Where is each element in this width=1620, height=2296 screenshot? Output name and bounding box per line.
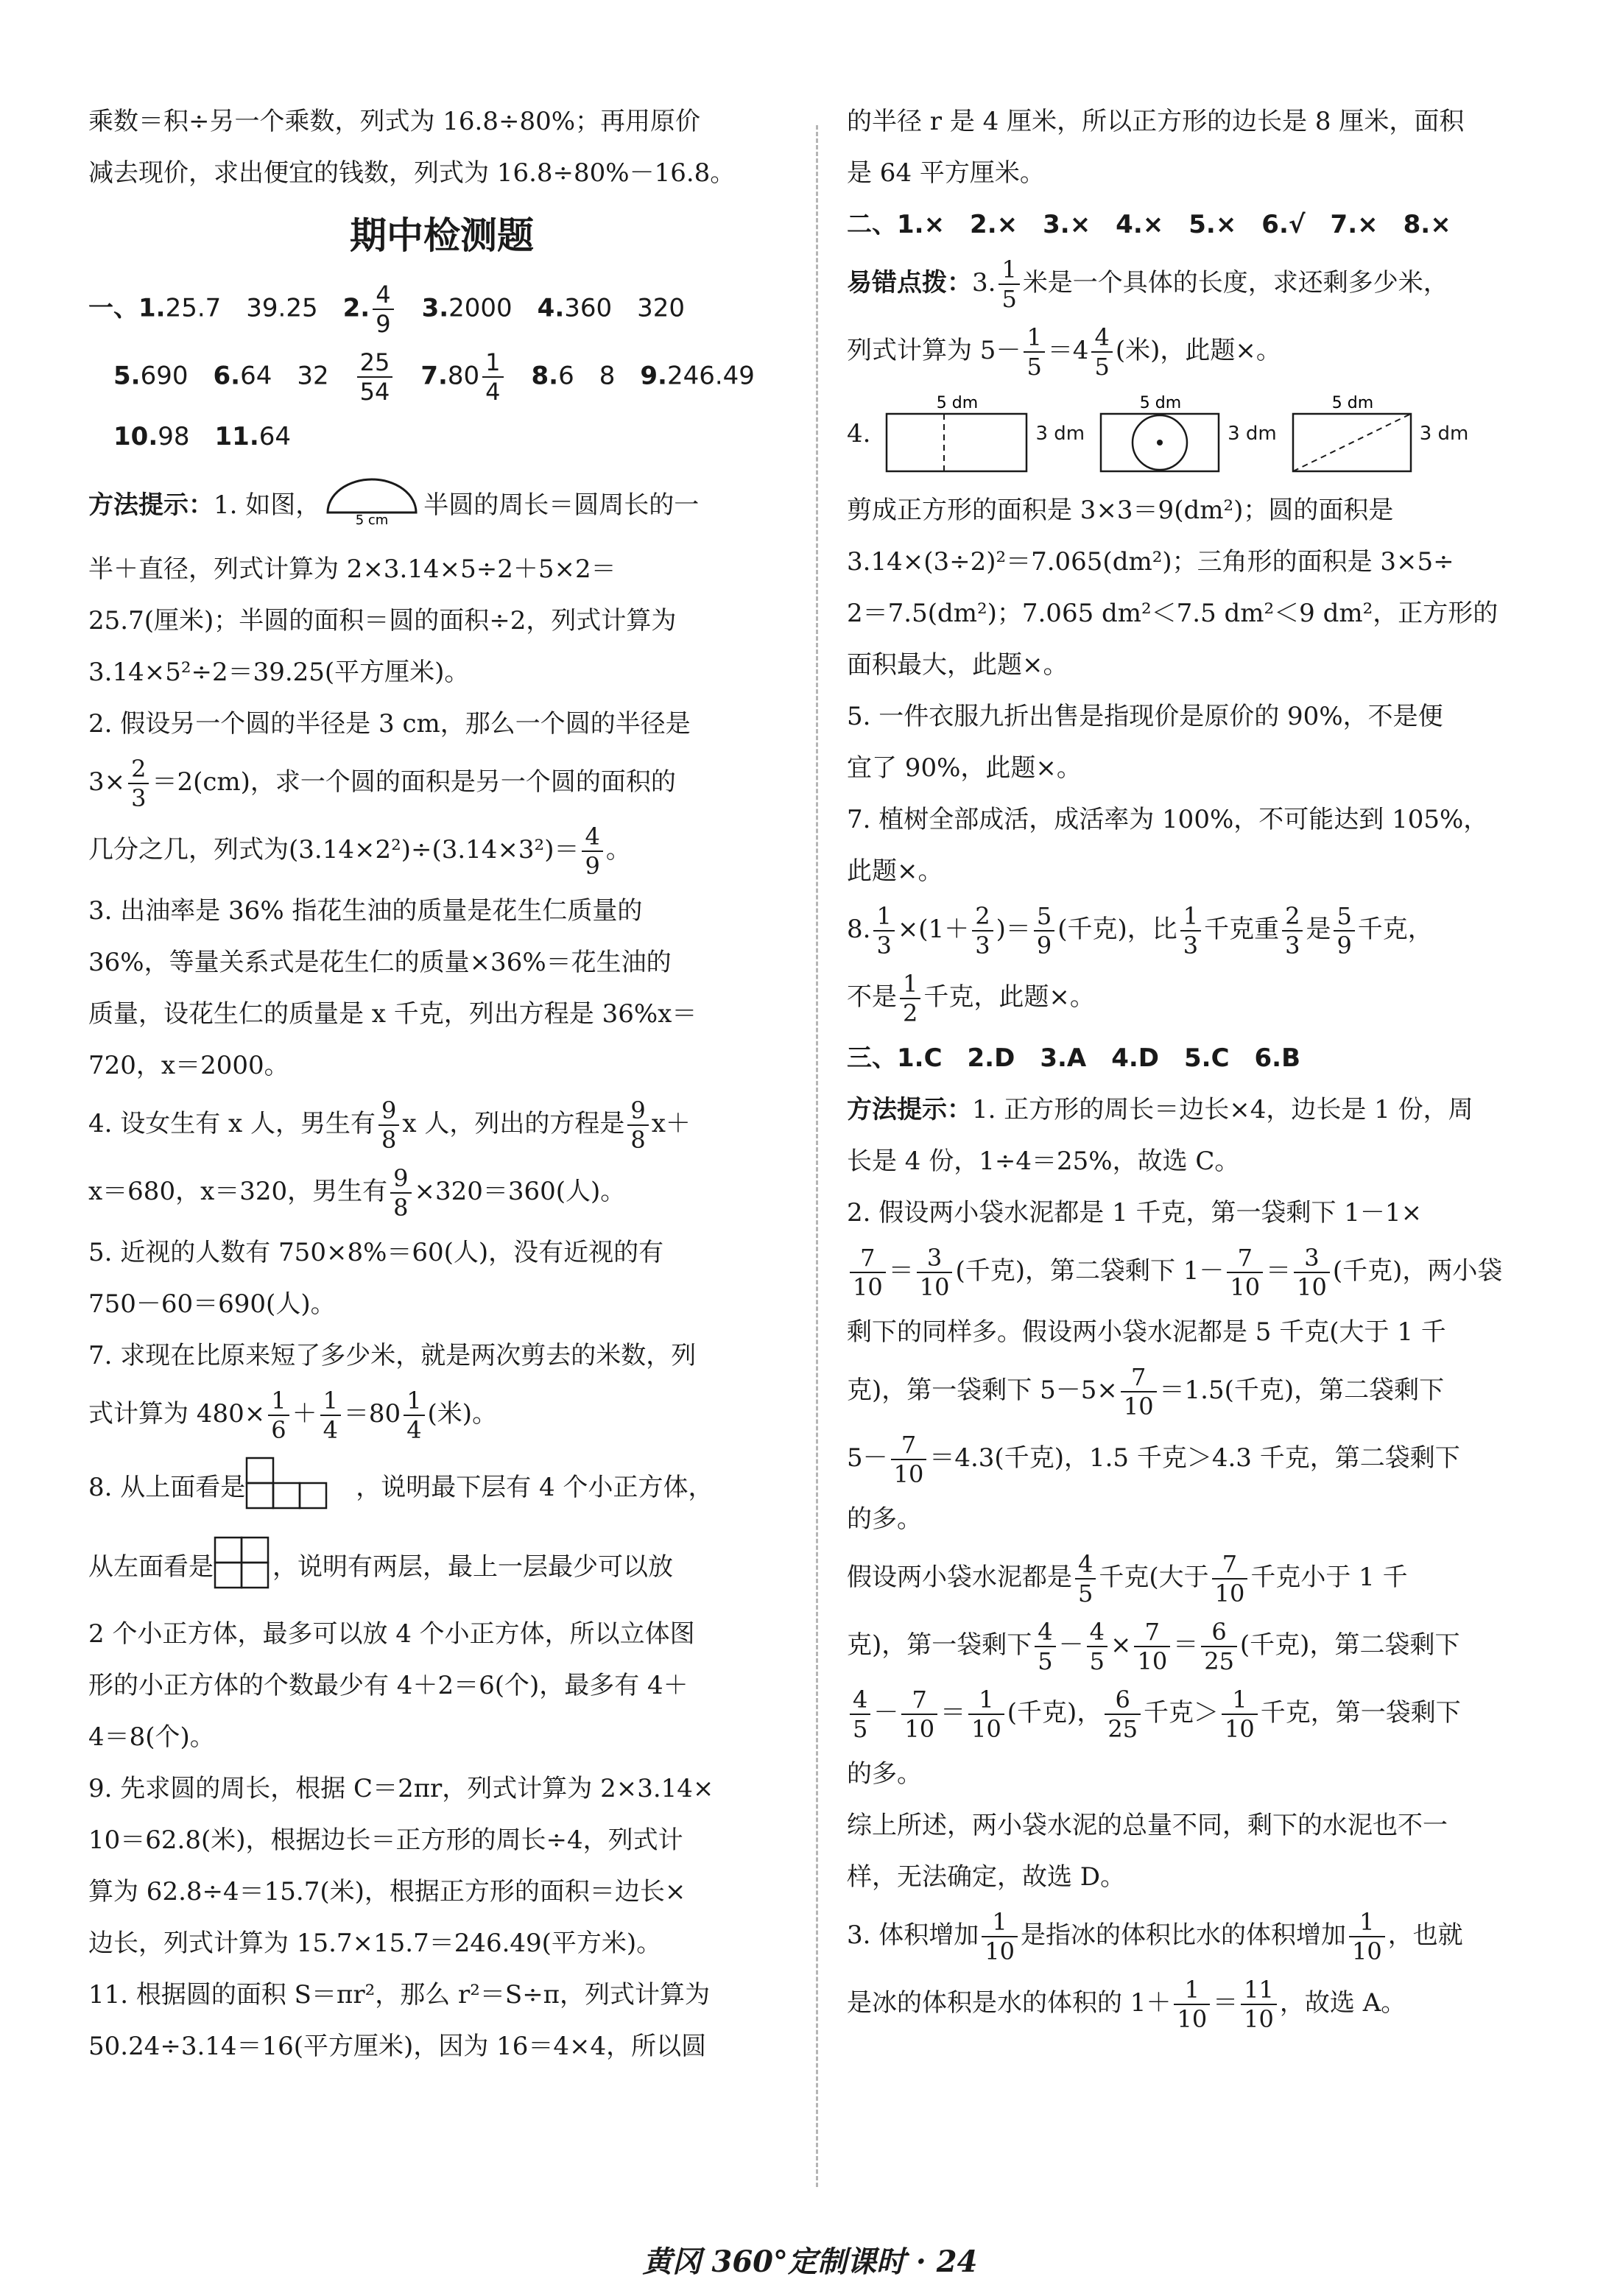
- text-line: 的半径 r 是 4 厘米，所以正方形的边长是 8 厘米，面积: [847, 107, 1465, 136]
- method-tip-label: 方法提示：: [88, 490, 214, 520]
- fraction: $\frac{1}{3}$: [1180, 904, 1201, 957]
- column-divider: [816, 125, 818, 2187]
- method-tip-label: 方法提示：: [847, 1095, 972, 1124]
- fraction: $\frac{1}{4}$: [320, 1389, 341, 1442]
- fraction: $\frac{2}{3}$: [972, 904, 993, 957]
- fraction: $\frac{4}{5}$: [1087, 1620, 1107, 1673]
- fraction: $\frac{7}{10}$: [1227, 1246, 1263, 1299]
- text-line: 从左面看是 ，说明有两层，最上一层最少可以放: [88, 1536, 795, 1601]
- text-line: 8. $\frac{1}{3}$ ×(1＋ $\frac{2}{3}$ )＝ $\frac{5}{9}$ (千克)，比 $\frac{1}{3}$ 千克重 $\frac{2}{3}$ 是 $\frac{5}{9}$ 千克，: [847, 902, 1433, 959]
- rect-figure-triangle-cut: [1290, 393, 1469, 474]
- text-line: 不是 $\frac{1}{2}$ 千克，此题×。: [847, 970, 1095, 1027]
- text-line: 4＝8(个)。: [88, 1722, 215, 1752]
- fraction: $\frac{1}{10}$: [1174, 1978, 1210, 2031]
- rect-figure-square-cut: [884, 393, 1085, 474]
- text-line: 3. 出油率是 36% 指花生油的质量是花生仁质量的: [88, 896, 643, 926]
- fraction: $\frac{7}{10}$: [901, 1688, 937, 1741]
- text-line: 5. 近视的人数有 750×8%＝60(人)，没有近视的有: [88, 1238, 664, 1267]
- text-line: 假设两小袋水泥都是 $\frac{4}{5}$ 千克(大于 $\frac{7}{10}$ 千克小于 1 千: [847, 1550, 1408, 1607]
- text-line: 半＋直径，列式计算为 2×3.14×5÷2＋5×2＝: [88, 554, 616, 584]
- fraction: $\frac{7}{10}$: [1121, 1365, 1157, 1418]
- dimension-label: 3 dm: [1419, 423, 1469, 445]
- text-line: 3. 体积增加 $\frac{1}{10}$ 是指冰的体积比水的体积增加 $\frac{1}{10}$ ，也就: [847, 1908, 1463, 1965]
- text-line: 乘数＝积÷另一个乘数，列式为 16.8÷80%；再用原价: [88, 107, 701, 136]
- text-line: 克)，第一袋剩下 5－5× $\frac{7}{10}$ ＝1.5(千克)，第二袋剩下: [847, 1363, 1445, 1420]
- text-line: $\frac{7}{10}$ ＝ $\frac{3}{10}$ (千克)，第二袋剩下 1－ $\frac{7}{10}$ ＝ $\frac{3}{10}$ (千克)，两小袋: [847, 1246, 1539, 1299]
- text-line: 边长，列式计算为 15.7×15.7＝246.49(平方米)。: [88, 1929, 662, 1958]
- text-line: 几分之几，列式为(3.14×2²)÷(3.14×3²)＝ $\frac{4}{9}$ 。: [88, 823, 631, 880]
- text-line: 50.24÷3.14＝16(平方厘米)，因为 16＝4×4，所以圆: [88, 2032, 707, 2061]
- fraction: $\frac{1}{10}$: [982, 1910, 1018, 1963]
- text-line: 8. 从上面看是 ，说明最下层有 4 个小正方体，: [88, 1457, 795, 1521]
- text-line: 750－60＝690(人)。: [88, 1289, 336, 1319]
- fraction: $\frac{7}{10}$: [850, 1246, 886, 1299]
- rect-figure-circle-cut: [1098, 393, 1277, 474]
- answers-section-1: 一、1.25.7 39.25 2. $\frac{4}{9}$ 3.2000 4.360 320: [88, 281, 686, 338]
- fraction: $\frac{7}{10}$: [1212, 1552, 1248, 1605]
- fraction: $\frac{5}{9}$: [1334, 904, 1354, 957]
- text-line: 式计算为 480× $\frac{1}{6}$ ＋ $\frac{1}{4}$ ＝80 $\frac{1}{4}$ (米)。: [88, 1387, 498, 1444]
- text-line: 的多。: [847, 1759, 922, 1789]
- text-line: 方法提示：1. 正方形的周长＝边长×4，边长是 1 份，周: [847, 1095, 1473, 1124]
- text-line: 形的小正方体的个数最少有 4＋2＝6(个)，最多有 4＋: [88, 1671, 688, 1700]
- text-line: 10＝62.8(米)，根据边长＝正方形的周长÷4，列式计: [88, 1825, 683, 1855]
- error-tip-label: 易错点拨：: [847, 268, 972, 297]
- dimension-label: 5 dm: [1139, 394, 1182, 412]
- text-line: x＝680，x＝320，男生有 $\frac{9}{8}$ ×320＝360(人)。: [88, 1164, 626, 1222]
- text-line: 方法提示：1. 如图， 5 cm 半圆的周长＝圆周长的一: [88, 477, 795, 536]
- answers-section-1-row2: 5.690 6.64 32 $\frac{25}{54}$ 7.80 $\frac{1}{4}$ 8.6 8 9.246.49: [113, 348, 755, 406]
- answers-section-3: 三、1.C 2.D 3.A 4.D 5.C 6.B: [847, 1043, 1301, 1073]
- fraction: $\frac{1}{5}$: [1024, 325, 1044, 378]
- text-line: 2 个小正方体，最多可以放 4 个小正方体，所以立体图: [88, 1619, 695, 1649]
- text-line: 的多。: [847, 1504, 922, 1534]
- text-line: 5－ $\frac{7}{10}$ ＝4.3(千克)，1.5 千克＞4.3 千克，第二袋剩下: [847, 1431, 1460, 1488]
- text-line: 克)，第一袋剩下 $\frac{4}{5}$ － $\frac{4}{5}$ × $\frac{7}{10}$ ＝ $\frac{6}{25}$ (千克)，第二袋剩下: [847, 1618, 1460, 1675]
- section-title: 期中检测题: [350, 214, 534, 257]
- text-line: 7. 求现在比原来短了多少米，就是两次剪去的米数，列: [88, 1341, 697, 1370]
- text-line: 样，无法确定，故选 D。: [847, 1862, 1126, 1892]
- right-column: [847, 103, 1539, 2046]
- fraction: $\frac{4}{9}$: [582, 825, 602, 878]
- text-line: $\frac{4}{5}$ － $\frac{7}{10}$ ＝ $\frac{1}{10}$ (千克)， $\frac{6}{25}$ 千克＞ $\frac{1}{10}$ 千克，第一袋剩下: [847, 1688, 1539, 1741]
- text-line: 3× $\frac{2}{3}$ ＝2(cm)，求一个圆的面积是另一个圆的面积的: [88, 755, 676, 812]
- text-line: 算为 62.8÷4＝15.7(米)，根据正方形的面积＝边长×: [88, 1877, 686, 1906]
- text-line: 列式计算为 5－ $\frac{1}{5}$ ＝4 $\frac{4}{5}$ (米)，此题×。: [847, 323, 1281, 381]
- fraction: $\frac{6}{25}$: [1201, 1620, 1237, 1673]
- fraction: $\frac{1}{5}$: [999, 258, 1019, 311]
- text-line: 易错点拨：3. $\frac{1}{5}$ 米是一个具体的长度，求还剩多少米，: [847, 256, 1448, 313]
- dimension-label: 3 dm: [1035, 423, 1085, 445]
- text-line: 9. 先求圆的周长，根据 C＝2πr，列式计算为 2×3.14×: [88, 1774, 714, 1803]
- text-line: 2. 假设另一个圆的半径是 3 cm，那么一个圆的半径是: [88, 709, 691, 739]
- semicircle-figure: [320, 477, 423, 536]
- text-line: 剪成正方形的面积是 3×3＝9(dm²)；圆的面积是: [847, 496, 1394, 525]
- fraction: $\frac{1}{3}$: [873, 904, 894, 957]
- answers-section-2: 二、1.× 2.× 3.× 4.× 5.× 6.√ 7.× 8.×: [847, 210, 1451, 239]
- text-line: 长是 4 份，1÷4＝25%，故选 C。: [847, 1147, 1240, 1176]
- top-view-figure: [245, 1457, 356, 1521]
- fraction: $\frac{9}{8}$: [627, 1099, 648, 1152]
- fraction: $\frac{4}{5}$: [850, 1688, 870, 1741]
- page-footer: 黄冈 360°定制课时 · 24: [642, 2244, 978, 2279]
- rectangle-figures: 4. 5 dm 3 dm 5 dm 3 dm 5 dm 3 dm: [847, 393, 1539, 474]
- dimension-label: 5 dm: [1331, 394, 1373, 412]
- text-line: 720，x＝2000。: [88, 1051, 289, 1080]
- text-line: 质量，设花生仁的质量是 x 千克，列出方程是 36%x＝: [88, 999, 697, 1029]
- answers-section-1-row3: 10.98 11.64: [113, 422, 291, 451]
- text-line: 2＝7.5(dm²)；7.065 dm²＜7.5 dm²＜9 dm²，正方形的: [847, 599, 1498, 628]
- text-line: 36%，等量关系式是花生仁的质量×36%＝花生油的: [88, 948, 672, 977]
- text-line: 此题×。: [847, 856, 943, 886]
- fraction: $\frac{6}{25}$: [1105, 1688, 1141, 1741]
- text-line: 剩下的同样多。假设两小袋水泥都是 5 千克(大于 1 千: [847, 1317, 1446, 1347]
- fraction: $\frac{11}{10}$: [1241, 1978, 1277, 2031]
- fraction: $\frac{1}{10}$: [1349, 1910, 1385, 1963]
- fraction: $\frac{25}{54}$: [357, 351, 393, 404]
- text-line: 5. 一件衣服九折出售是指现价是原价的 90%，不是便: [847, 702, 1443, 731]
- text-line: 3.14×(3÷2)²＝7.065(dm²)；三角形的面积是 3×5÷: [847, 547, 1454, 577]
- text-line: 面积最大，此题×。: [847, 650, 1068, 680]
- fraction: $\frac{2}{3}$: [1282, 904, 1303, 957]
- text-line: 4. 设女生有 x 人，男生有 $\frac{9}{8}$ x 人，列出的方程是 $\frac{9}{8}$ x＋: [88, 1096, 691, 1154]
- fraction: $\frac{2}{3}$: [128, 757, 149, 810]
- text-line: 7. 植树全部成活，成活率为 100%，不可能达到 105%，: [847, 805, 1489, 834]
- text-line: 25.7(厘米)；半圆的面积＝圆的面积÷2，列式计算为: [88, 606, 677, 635]
- text-line: 是冰的体积是水的体积的 1＋ $\frac{1}{10}$ ＝ $\frac{11}{10}$ ，故选 A。: [847, 1976, 1406, 2033]
- fraction: $\frac{5}{9}$: [1034, 904, 1054, 957]
- text-line: 减去现价，求出便宜的钱数，列式为 16.8÷80%－16.8。: [88, 158, 736, 188]
- fraction: $\frac{7}{10}$: [891, 1433, 927, 1486]
- text-line: 11. 根据圆的面积 S＝πr²，那么 r²＝S÷π，列式计算为: [88, 1980, 711, 2010]
- semicircle-label: 5 cm: [355, 513, 389, 526]
- fraction: $\frac{4}{5}$: [1075, 1552, 1096, 1605]
- fraction: $\frac{4}{9}$: [373, 283, 393, 336]
- fraction: $\frac{4}{5}$: [1035, 1620, 1055, 1673]
- text-line: 综上所述，两小袋水泥的总量不同，剩下的水泥也不一: [847, 1811, 1448, 1840]
- fraction: $\frac{7}{10}$: [1134, 1620, 1170, 1673]
- fraction: $\frac{9}{8}$: [378, 1099, 399, 1152]
- fraction: $\frac{3}{10}$: [1294, 1246, 1330, 1299]
- text-line: 3.14×5²÷2＝39.25(平方厘米)。: [88, 658, 470, 687]
- fraction: $\frac{3}{10}$: [917, 1246, 953, 1299]
- fraction: $\frac{1}{4}$: [404, 1389, 424, 1442]
- fraction: $\frac{9}{8}$: [390, 1166, 411, 1219]
- fraction: $\frac{1}{6}$: [268, 1389, 289, 1442]
- fraction: $\frac{1}{2}$: [900, 972, 920, 1025]
- fraction: $\frac{4}{5}$: [1091, 325, 1112, 378]
- text-line: 是 64 平方厘米。: [847, 158, 1045, 188]
- fraction: $\frac{1}{10}$: [1222, 1688, 1258, 1741]
- left-view-figure: [214, 1536, 272, 1601]
- left-column: [88, 103, 795, 2080]
- dimension-label: 5 dm: [937, 394, 979, 412]
- fraction: $\frac{1}{4}$: [482, 351, 503, 404]
- text-line: 2. 假设两小袋水泥都是 1 千克，第一袋剩下 1－1×: [847, 1198, 1423, 1228]
- text-line: 宜了 90%，此题×。: [847, 753, 1082, 783]
- fraction: $\frac{1}{10}$: [968, 1688, 1004, 1741]
- dimension-label: 3 dm: [1228, 423, 1277, 445]
